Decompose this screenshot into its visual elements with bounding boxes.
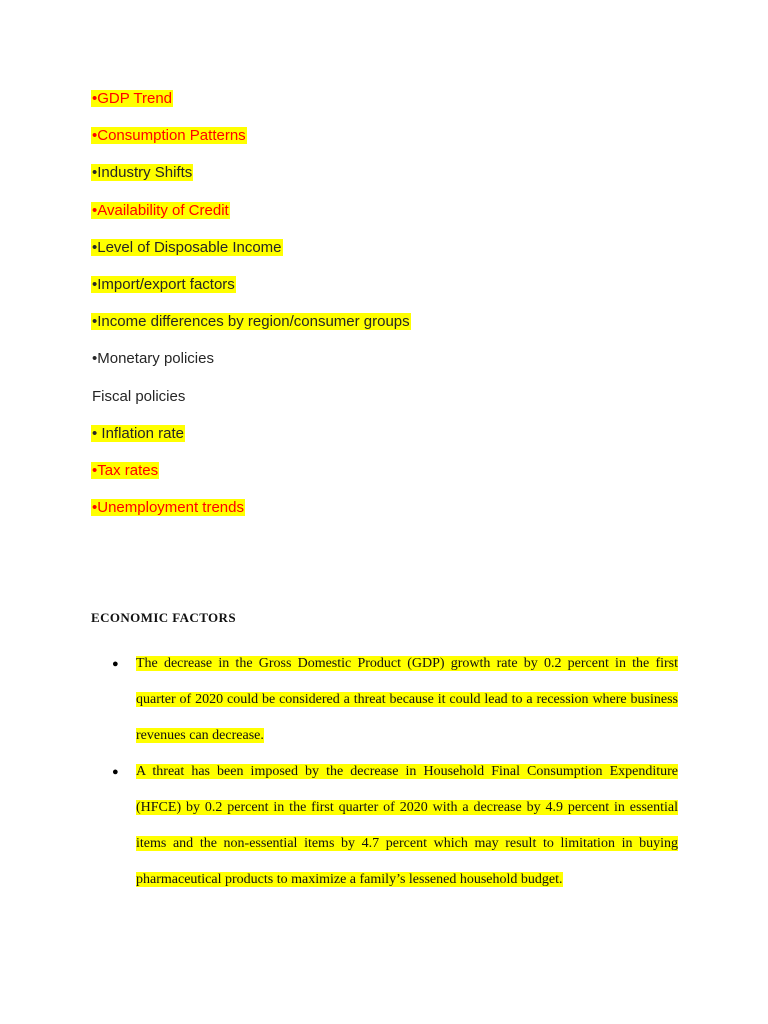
factor-gdp-trend: •GDP Trend: [92, 90, 173, 107]
factor-income-differences: •Income differences by region/consumer groups: [92, 313, 410, 331]
economic-factors-bullets: [112, 646, 678, 898]
bullet-item: [112, 646, 678, 754]
list-item: [91, 499, 411, 536]
factor-tax-rates: •Tax rates: [92, 461, 159, 479]
section-heading: ECONOMIC FACTORS: [91, 610, 236, 625]
list-item: [91, 90, 411, 127]
list-item: [91, 276, 411, 313]
factor-monetary-policies: •Monetary policies: [92, 350, 214, 368]
bullet-item: [112, 754, 678, 898]
bullet-text-hfce: A threat has been imposed by the decrease in Household Final Consumption Expenditure (HFCE) by 0.2 percent in the first quarter of 2020 with a decrease by 4.9 percent in essential items and the non-essential items by 4.7 percent which may result to limitation in buying pharmaceutical products to maximize a family’s lessened household budget.: [136, 764, 678, 887]
factor-availability-of-credit: •Availability of Credit: [92, 201, 229, 219]
factor-fiscal-policies: Fiscal policies: [92, 387, 186, 405]
list-item: [91, 425, 411, 462]
bullet-dot-icon: ●: [112, 766, 119, 778]
list-item: [91, 462, 411, 499]
factor-unemployment-trends: •Unemployment trends: [92, 499, 244, 517]
list-item: [91, 239, 411, 276]
bullet-text-gdp: The decrease in the Gross Domestic Product (GDP) growth rate by 0.2 percent in the first quarter of 2020 could be considered a threat because it could lead to a recession where business revenues can decrease.: [136, 656, 678, 743]
bullet-dot-icon: ●: [112, 658, 119, 670]
factor-consumption-patterns: •Consumption Patterns: [92, 127, 246, 145]
factor-list: [91, 90, 411, 536]
list-item: [91, 313, 411, 350]
list-item: [91, 127, 411, 164]
factor-industry-shifts: •Industry Shifts: [92, 164, 193, 182]
factor-disposable-income: •Level of Disposable Income: [92, 238, 282, 256]
factor-inflation-rate: • Inflation rate: [92, 424, 184, 442]
list-item: [91, 164, 411, 201]
list-item: [91, 388, 411, 425]
factor-import-export: •Import/export factors: [92, 275, 235, 293]
list-item: [91, 350, 411, 387]
list-item: [91, 202, 411, 239]
